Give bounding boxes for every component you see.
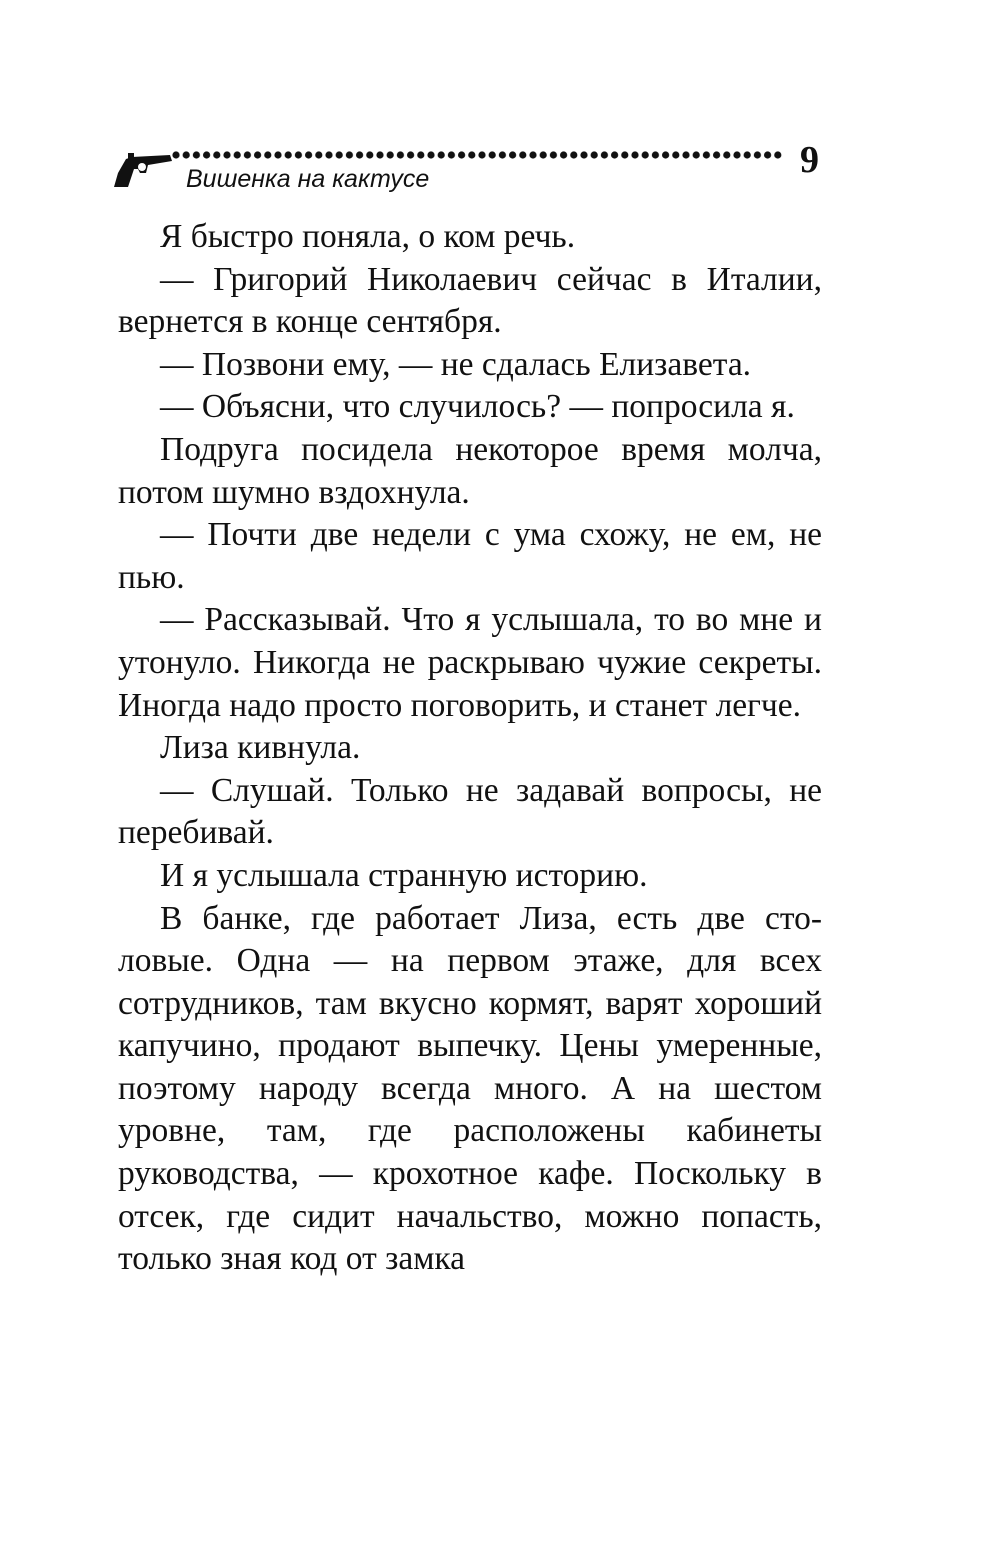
- paragraph: Я быстро поняла, о ком речь.: [160, 218, 576, 255]
- body-text: [118, 216, 822, 1281]
- paragraph: — Позвони ему, — не сдалась Елизавета.: [160, 345, 752, 383]
- paragraph: — Рассказывай. Что я услышала, то во мне и утонуло. Никогда не раскрываю чужие секреты. Иногда надо просто поговорить, и станет легче.: [118, 601, 822, 724]
- paragraph: — Григорий Николаевич сейчас в Италии, вернется в конце сентября.: [118, 260, 822, 341]
- running-title: Вишенка на кактусе: [186, 165, 430, 193]
- page-number: 9: [800, 139, 819, 181]
- paragraph: Подруга посидела некоторое время молча, потом шумно вздохнула.: [118, 430, 822, 511]
- paragraph: — Слушай. Только не задавай вопросы, не перебивай.: [118, 771, 822, 852]
- paragraph: В банке, где работает Лиза, есть две столовые. Одна — на первом этаже, для всех сотрудников, там вкусно кормят, варят хороший капучино, продают выпечку. Цены умеренные, поэтому народу всегда много. А на шестом уровне, там, где расположены кабинеты руководства, — крохотное кафе. Поскольку в отсек, где сидит начальство, можно попасть, только зная код от замка: [118, 899, 822, 1278]
- paragraph: И я услышала странную историю.: [160, 856, 648, 894]
- page-header: [0, 0, 1000, 210]
- paragraph: Лиза кивнула.: [160, 729, 361, 767]
- paragraph: — Объясни, что случилось? — попросила я.: [160, 388, 795, 426]
- paragraph: — Почти две недели с ума схожу, не ем, не пью.: [118, 516, 822, 596]
- header-dotted-rule: [172, 148, 784, 162]
- revolver-icon: [112, 147, 176, 189]
